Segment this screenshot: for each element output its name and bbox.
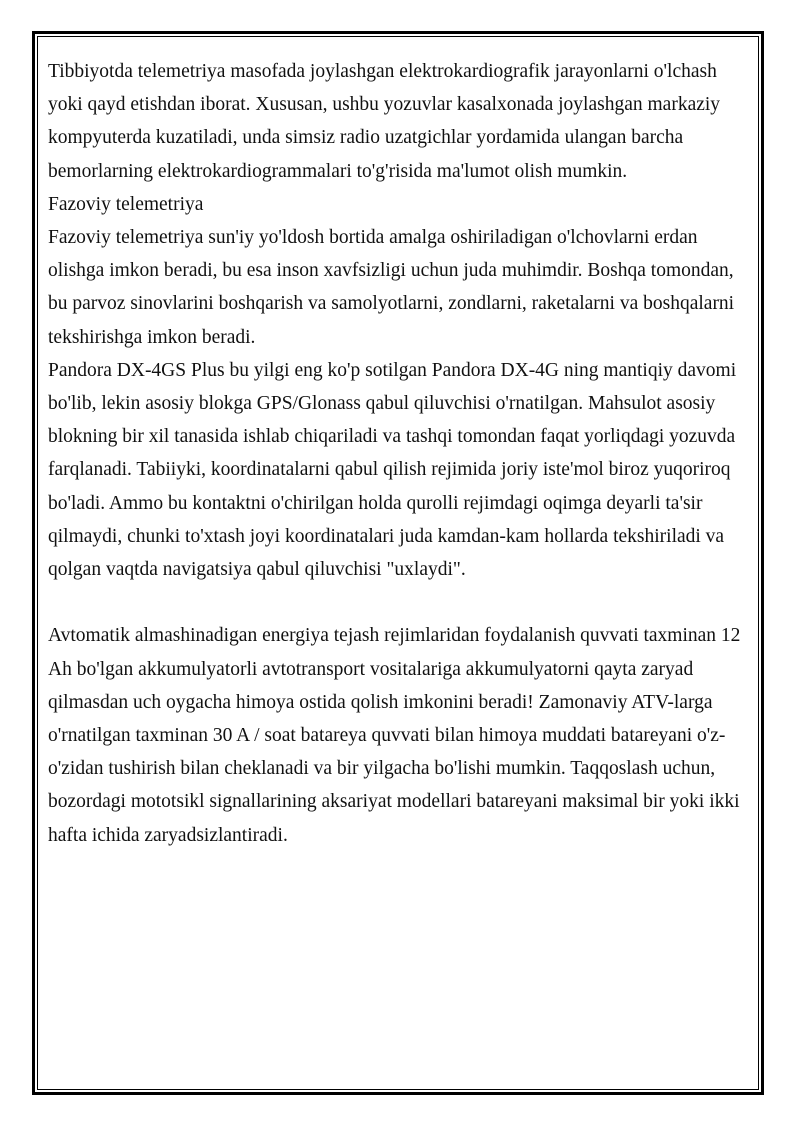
paragraph-pandora: Pandora DX-4GS Plus bu yilgi eng ko'p sotilgan Pandora DX-4G ning mantiqiy davomi bo'lib, lekin asosiy blokga GPS/Glonass qabul qiluvchisi o'rnatilgan. Mahsulot asosiy blokning bir xil tanasida ishlab chiqariladi va tashqi tomondan faqat yorliqdagi yozuvda farqlanadi. Tabiiyki, koordinatalarni qabul qilish rejimida joriy iste'mol biroz yuqoriroq bo'ladi. Ammo bu kontaktni o'chirilgan holda qurolli rejimdagi oqimga deyarli ta'sir qilmaydi, chunki to'xtash joyi koordinatalari juda kamdan-kam hollarda tekshiriladi va qolgan vaqtda navigatsiya qabul qiluvchisi "uxlaydi". (48, 359, 737, 581)
document-body (48, 55, 748, 852)
paragraph-spacer (48, 586, 748, 619)
heading-space-telemetry: Fazoviy telemetriya (48, 193, 204, 215)
paragraph-space-telemetry: Fazoviy telemetriya sun'iy yo'ldosh bortida amalga oshiriladigan o'lchovlarni erdan olishga imkon beradi, bu esa inson xavfsizligi uchun juda muhimdir. Boshqa tomondan, bu parvoz sinovlarini boshqarish va samolyotlarni, zondlarni, raketalarni va boshqalarni tekshirishga imkon beradi. (48, 227, 735, 348)
paragraph-medical-telemetry: Tibbiyotda telemetriya masofada joylashgan elektrokardiografik jarayonlarni o'lchash yoki qayd etishdan iborat. Xususan, ushbu yozuvlar kasalxonada joylashgan markaziy kompyuterda kuzatiladi, unda simsiz radio uzatgichlar yordamida ulangan barcha bemorlarning elektrokardiogrammalari to'g'risida ma'lumot olish mumkin. (48, 61, 721, 182)
paragraph-energy-saving: Avtomatik almashinadigan energiya tejash rejimlaridan foydalanish quvvati taxminan 12 Ah bo'lgan akkumulyatorli avtotransport vositalariga akkumulyatorni qayta zaryad qilmasdan uch oygacha himoya ostida qolish imkonini beradi! Zamonaviy ATV-larga o'rnatilgan taxminan 30 A / soat batareya quvvati bilan himoya muddati batareyani o'z-o'zidan tushirish bilan cheklanadi va bir yilgacha bo'lishi mumkin. Taqqoslash uchun, bozordagi mototsikl signallarining aksariyat modellari batareyani maksimal bir yoki ikki hafta ichida zaryadsizlantiradi. (48, 625, 741, 846)
